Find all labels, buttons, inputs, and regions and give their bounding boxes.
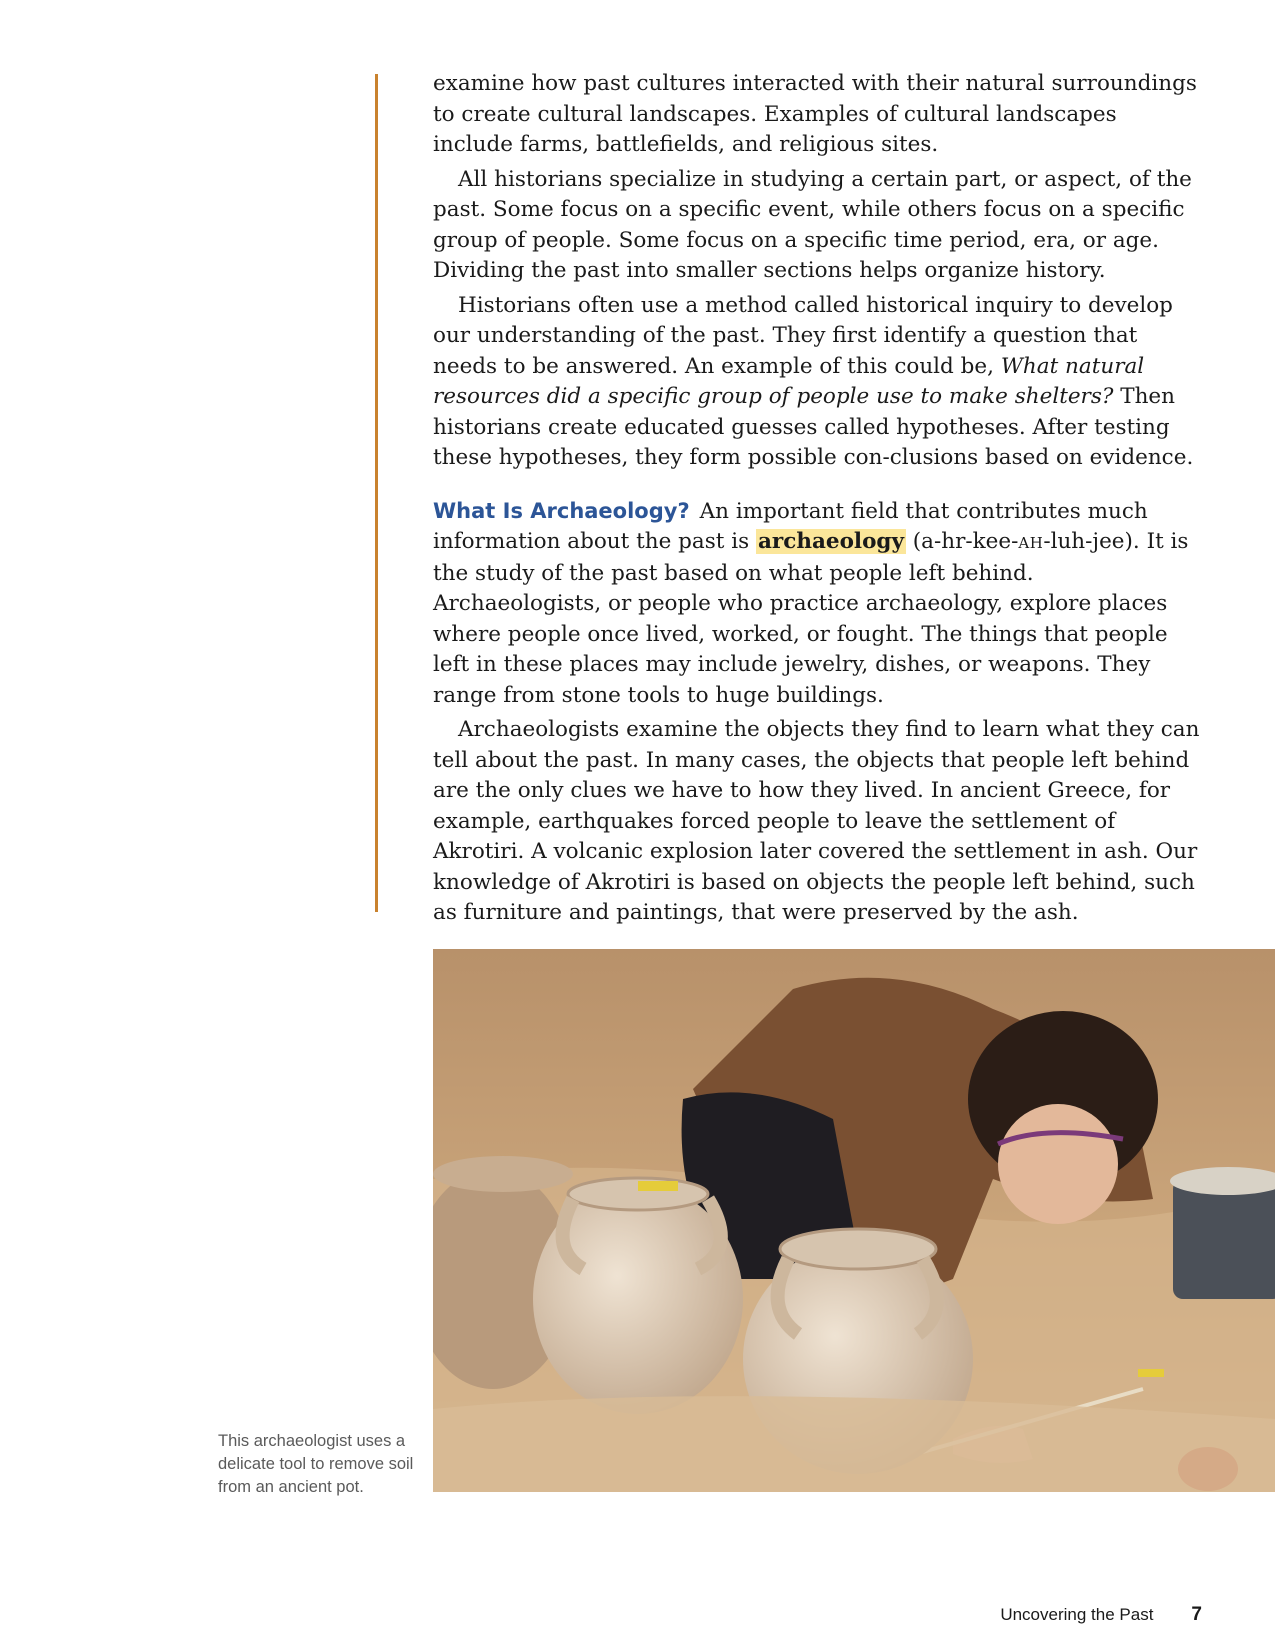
paragraph-3-end: Then historians create educated guesses called hypotheses. After testing these hypotheses, they form possible con-clusions based on evidence. (433, 384, 1194, 470)
pronunciation-stress: AH (1018, 534, 1044, 552)
main-text (433, 69, 1203, 929)
paragraph-1: examine how past cultures interacted with their natural surroundings to create cultural landscapes. Examples of cultural landscapes include farms, battlefields, and religious sites. (433, 71, 1197, 157)
archaeologist-photo (433, 949, 1275, 1492)
paragraph-2: All historians specialize in studying a certain part, or aspect, of the past. Some focus on a specific event, while others focus on a specific group of people. Some focus on a specific time period, era, or age. Dividing the past into smaller sections helps organize history. (433, 166, 1192, 283)
photo-caption: This archaeologist uses a delicate tool to remove soil from an ancient pot. (218, 1432, 414, 1496)
chapter-title: Uncovering the Past (1000, 1605, 1154, 1624)
paragraph-4 (433, 496, 1203, 712)
paragraph-4-end: -luh-jee). It is the study of the past based on what people left behind. Archaeologists, or people who practice archaeology, explore places where people once lived, worked, or fought. The things that people left in these places may include jewelry, dishes, or weapons. They range from stone tools to huge buildings. (433, 529, 1189, 708)
margin-rule (375, 74, 378, 912)
page-footer (1000, 1604, 1202, 1626)
inquiry-question: What natural resources did a specific group of people use to make shelters? (433, 353, 1145, 409)
page-number: 7 (1191, 1604, 1202, 1625)
section-heading: What Is Archaeology? (433, 498, 690, 523)
paragraph-3 (433, 291, 1203, 474)
paragraph-4-start: An important field that contributes much information about the past is (433, 498, 1148, 554)
paragraph-5: Archaeologists examine the objects they find to learn what they can tell about the past. In many cases, the objects that people left behind are the only clues we have to how they lived. In ancient Greece, for example, earthquakes forced people to leave the settlement of Akrotiri. A volcanic explosion later covered the settlement in ash. Our knowledge of Akrotiri is based on objects the people left behind, such as furniture and paintings, that were preserved by the ash. (433, 717, 1200, 925)
pronunciation-start: (a-hr-kee- (905, 529, 1019, 554)
photo-illustration (433, 949, 1275, 1492)
key-term-archaeology: archaeology (757, 529, 904, 554)
paragraph-3-start: Historians often use a method called historical inquiry to develop our understanding of the past. They first identify a question that needs to be answered. An example of this could be, (433, 292, 1173, 379)
